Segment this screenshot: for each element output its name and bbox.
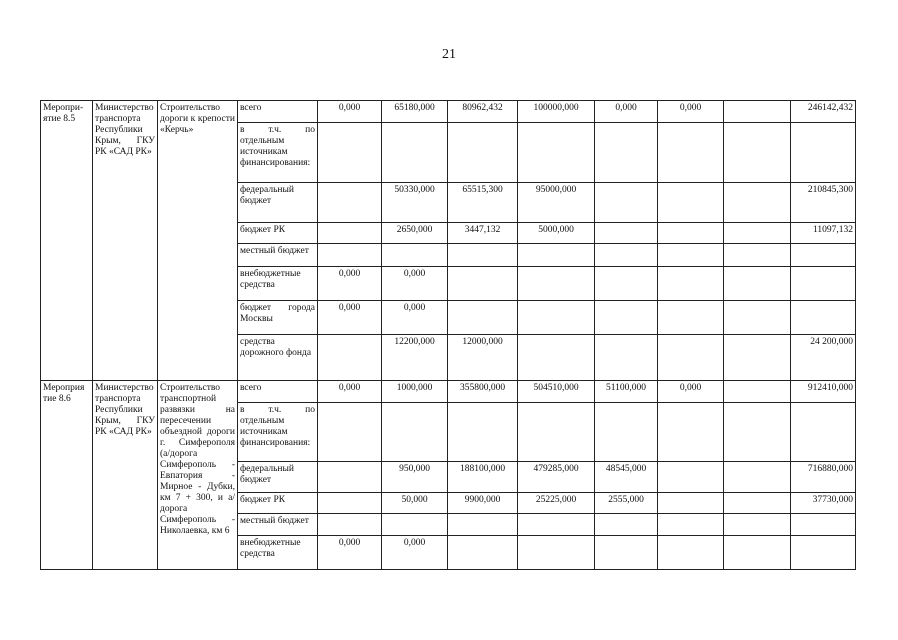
amount-cell: 12200,000 (382, 335, 448, 381)
amount-cell (595, 267, 658, 301)
amount-cell (791, 123, 856, 183)
amount-cell (448, 403, 518, 462)
funding-source-cell: федеральный бюджет (238, 183, 318, 223)
amount-cell (724, 301, 791, 335)
amount-cell (658, 403, 724, 462)
amount-cell (791, 244, 856, 267)
page-number: 21 (442, 47, 456, 62)
amount-cell: 504510,000 (518, 381, 595, 403)
funding-source-cell: в т.ч. по отдельным источникам финансирования: (238, 403, 318, 462)
amount-cell: 0,000 (318, 536, 382, 570)
amount-cell (318, 183, 382, 223)
amount-cell: 3447,132 (448, 223, 518, 244)
amount-cell (448, 301, 518, 335)
amount-cell (724, 123, 791, 183)
amount-cell: 950,000 (382, 462, 448, 493)
amount-cell (791, 301, 856, 335)
amount-cell: 80962,432 (448, 101, 518, 123)
amount-cell (724, 462, 791, 493)
funding-source-cell: бюджет РК (238, 223, 318, 244)
object-cell: Строительство дороги к крепости «Керчь» (158, 101, 238, 381)
amount-cell: 51100,000 (595, 381, 658, 403)
amount-cell (658, 267, 724, 301)
object-cell: Строительство транспортной развязки на пересечении объездной дороги г. Симферополя (а/дорога Симферополь - Евпатория - Мирное - Дубки, км 7 + 300, и а/дорога Симферополь - Николаевка, км 6 (158, 381, 238, 570)
amount-cell: 65515,300 (448, 183, 518, 223)
amount-cell: 188100,000 (448, 462, 518, 493)
amount-cell (595, 223, 658, 244)
amount-cell (518, 267, 595, 301)
amount-cell (595, 514, 658, 536)
amount-cell (518, 403, 595, 462)
funding-source-cell: внебюджетные средства (238, 267, 318, 301)
amount-cell (518, 244, 595, 267)
amount-cell (318, 223, 382, 244)
amount-cell: 912410,000 (791, 381, 856, 403)
funding-source-cell: местный бюджет (238, 244, 318, 267)
amount-cell (724, 536, 791, 570)
funding-source-cell: бюджет РК (238, 493, 318, 514)
amount-cell (518, 301, 595, 335)
financing-table (40, 100, 856, 570)
amount-cell (658, 462, 724, 493)
amount-cell: 355800,000 (448, 381, 518, 403)
funding-source-cell: всего (238, 101, 318, 123)
amount-cell (595, 244, 658, 267)
amount-cell: 24 200,000 (791, 335, 856, 381)
amount-cell: 65180,000 (382, 101, 448, 123)
amount-cell (724, 335, 791, 381)
amount-cell: 11097,132 (791, 223, 856, 244)
funding-source-cell: всего (238, 381, 318, 403)
amount-cell (318, 335, 382, 381)
amount-cell (658, 301, 724, 335)
amount-cell (318, 493, 382, 514)
amount-cell: 0,000 (318, 101, 382, 123)
amount-cell (318, 462, 382, 493)
amount-cell: 2555,000 (595, 493, 658, 514)
amount-cell: 479285,000 (518, 462, 595, 493)
funding-source-cell: в т.ч. по отдельным источникам финансирования: (238, 123, 318, 183)
amount-cell: 0,000 (318, 381, 382, 403)
amount-cell (382, 403, 448, 462)
funding-source-cell: бюджет города Москвы (238, 301, 318, 335)
amount-cell (658, 123, 724, 183)
amount-cell (318, 123, 382, 183)
amount-cell (658, 244, 724, 267)
amount-cell (448, 244, 518, 267)
amount-cell (448, 123, 518, 183)
amount-cell: 0,000 (658, 101, 724, 123)
amount-cell (724, 381, 791, 403)
amount-cell: 0,000 (382, 267, 448, 301)
amount-cell: 0,000 (382, 301, 448, 335)
funding-source-cell: федеральный бюджет (238, 462, 318, 493)
amount-cell (658, 183, 724, 223)
executor-cell: Министерство транспорта Республики Крым, ГКУ РК «САД РК» (93, 381, 158, 570)
amount-cell (595, 536, 658, 570)
amount-cell (595, 123, 658, 183)
table-row (41, 101, 856, 123)
amount-cell: 95000,000 (518, 183, 595, 223)
amount-cell (724, 183, 791, 223)
amount-cell (318, 244, 382, 267)
amount-cell: 12000,000 (448, 335, 518, 381)
amount-cell: 100000,000 (518, 101, 595, 123)
funding-source-cell: местный бюджет (238, 514, 318, 536)
amount-cell: 9900,000 (448, 493, 518, 514)
amount-cell: 246142,432 (791, 101, 856, 123)
amount-cell (658, 335, 724, 381)
amount-cell: 0,000 (318, 267, 382, 301)
event-cell: Мероприя тие 8.6 (41, 381, 93, 570)
amount-cell: 5000,000 (518, 223, 595, 244)
amount-cell (658, 493, 724, 514)
amount-cell (658, 536, 724, 570)
amount-cell (595, 301, 658, 335)
amount-cell: 0,000 (595, 101, 658, 123)
amount-cell: 0,000 (658, 381, 724, 403)
amount-cell (595, 183, 658, 223)
amount-cell (448, 536, 518, 570)
amount-cell (595, 335, 658, 381)
amount-cell: 25225,000 (518, 493, 595, 514)
amount-cell: 716880,000 (791, 462, 856, 493)
amount-cell (595, 403, 658, 462)
amount-cell: 48545,000 (595, 462, 658, 493)
funding-source-cell: средства дорожного фонда (238, 335, 318, 381)
amount-cell (318, 403, 382, 462)
amount-cell (382, 514, 448, 536)
amount-cell (658, 514, 724, 536)
amount-cell (724, 514, 791, 536)
amount-cell (382, 244, 448, 267)
amount-cell (318, 514, 382, 536)
amount-cell: 37730,000 (791, 493, 856, 514)
amount-cell: 50,000 (382, 493, 448, 514)
amount-cell (791, 403, 856, 462)
amount-cell: 0,000 (382, 536, 448, 570)
amount-cell (658, 223, 724, 244)
amount-cell (724, 244, 791, 267)
funding-source-cell: внебюджетные средства (238, 536, 318, 570)
amount-cell (791, 267, 856, 301)
amount-cell: 210845,300 (791, 183, 856, 223)
amount-cell (724, 223, 791, 244)
amount-cell (791, 514, 856, 536)
executor-cell: Министерство транспорта Республики Крым, ГКУ РК «САД РК» (93, 101, 158, 381)
amount-cell (448, 514, 518, 536)
amount-cell (518, 123, 595, 183)
amount-cell (382, 123, 448, 183)
amount-cell: 0,000 (318, 301, 382, 335)
event-cell: Меропри- ятие 8.5 (41, 101, 93, 381)
amount-cell (518, 536, 595, 570)
amount-cell (791, 536, 856, 570)
amount-cell (448, 267, 518, 301)
amount-cell (724, 101, 791, 123)
table-row (41, 381, 856, 403)
amount-cell (518, 514, 595, 536)
amount-cell (518, 335, 595, 381)
amount-cell (724, 267, 791, 301)
amount-cell (724, 493, 791, 514)
amount-cell: 1000,000 (382, 381, 448, 403)
amount-cell: 50330,000 (382, 183, 448, 223)
amount-cell: 2650,000 (382, 223, 448, 244)
amount-cell (724, 403, 791, 462)
